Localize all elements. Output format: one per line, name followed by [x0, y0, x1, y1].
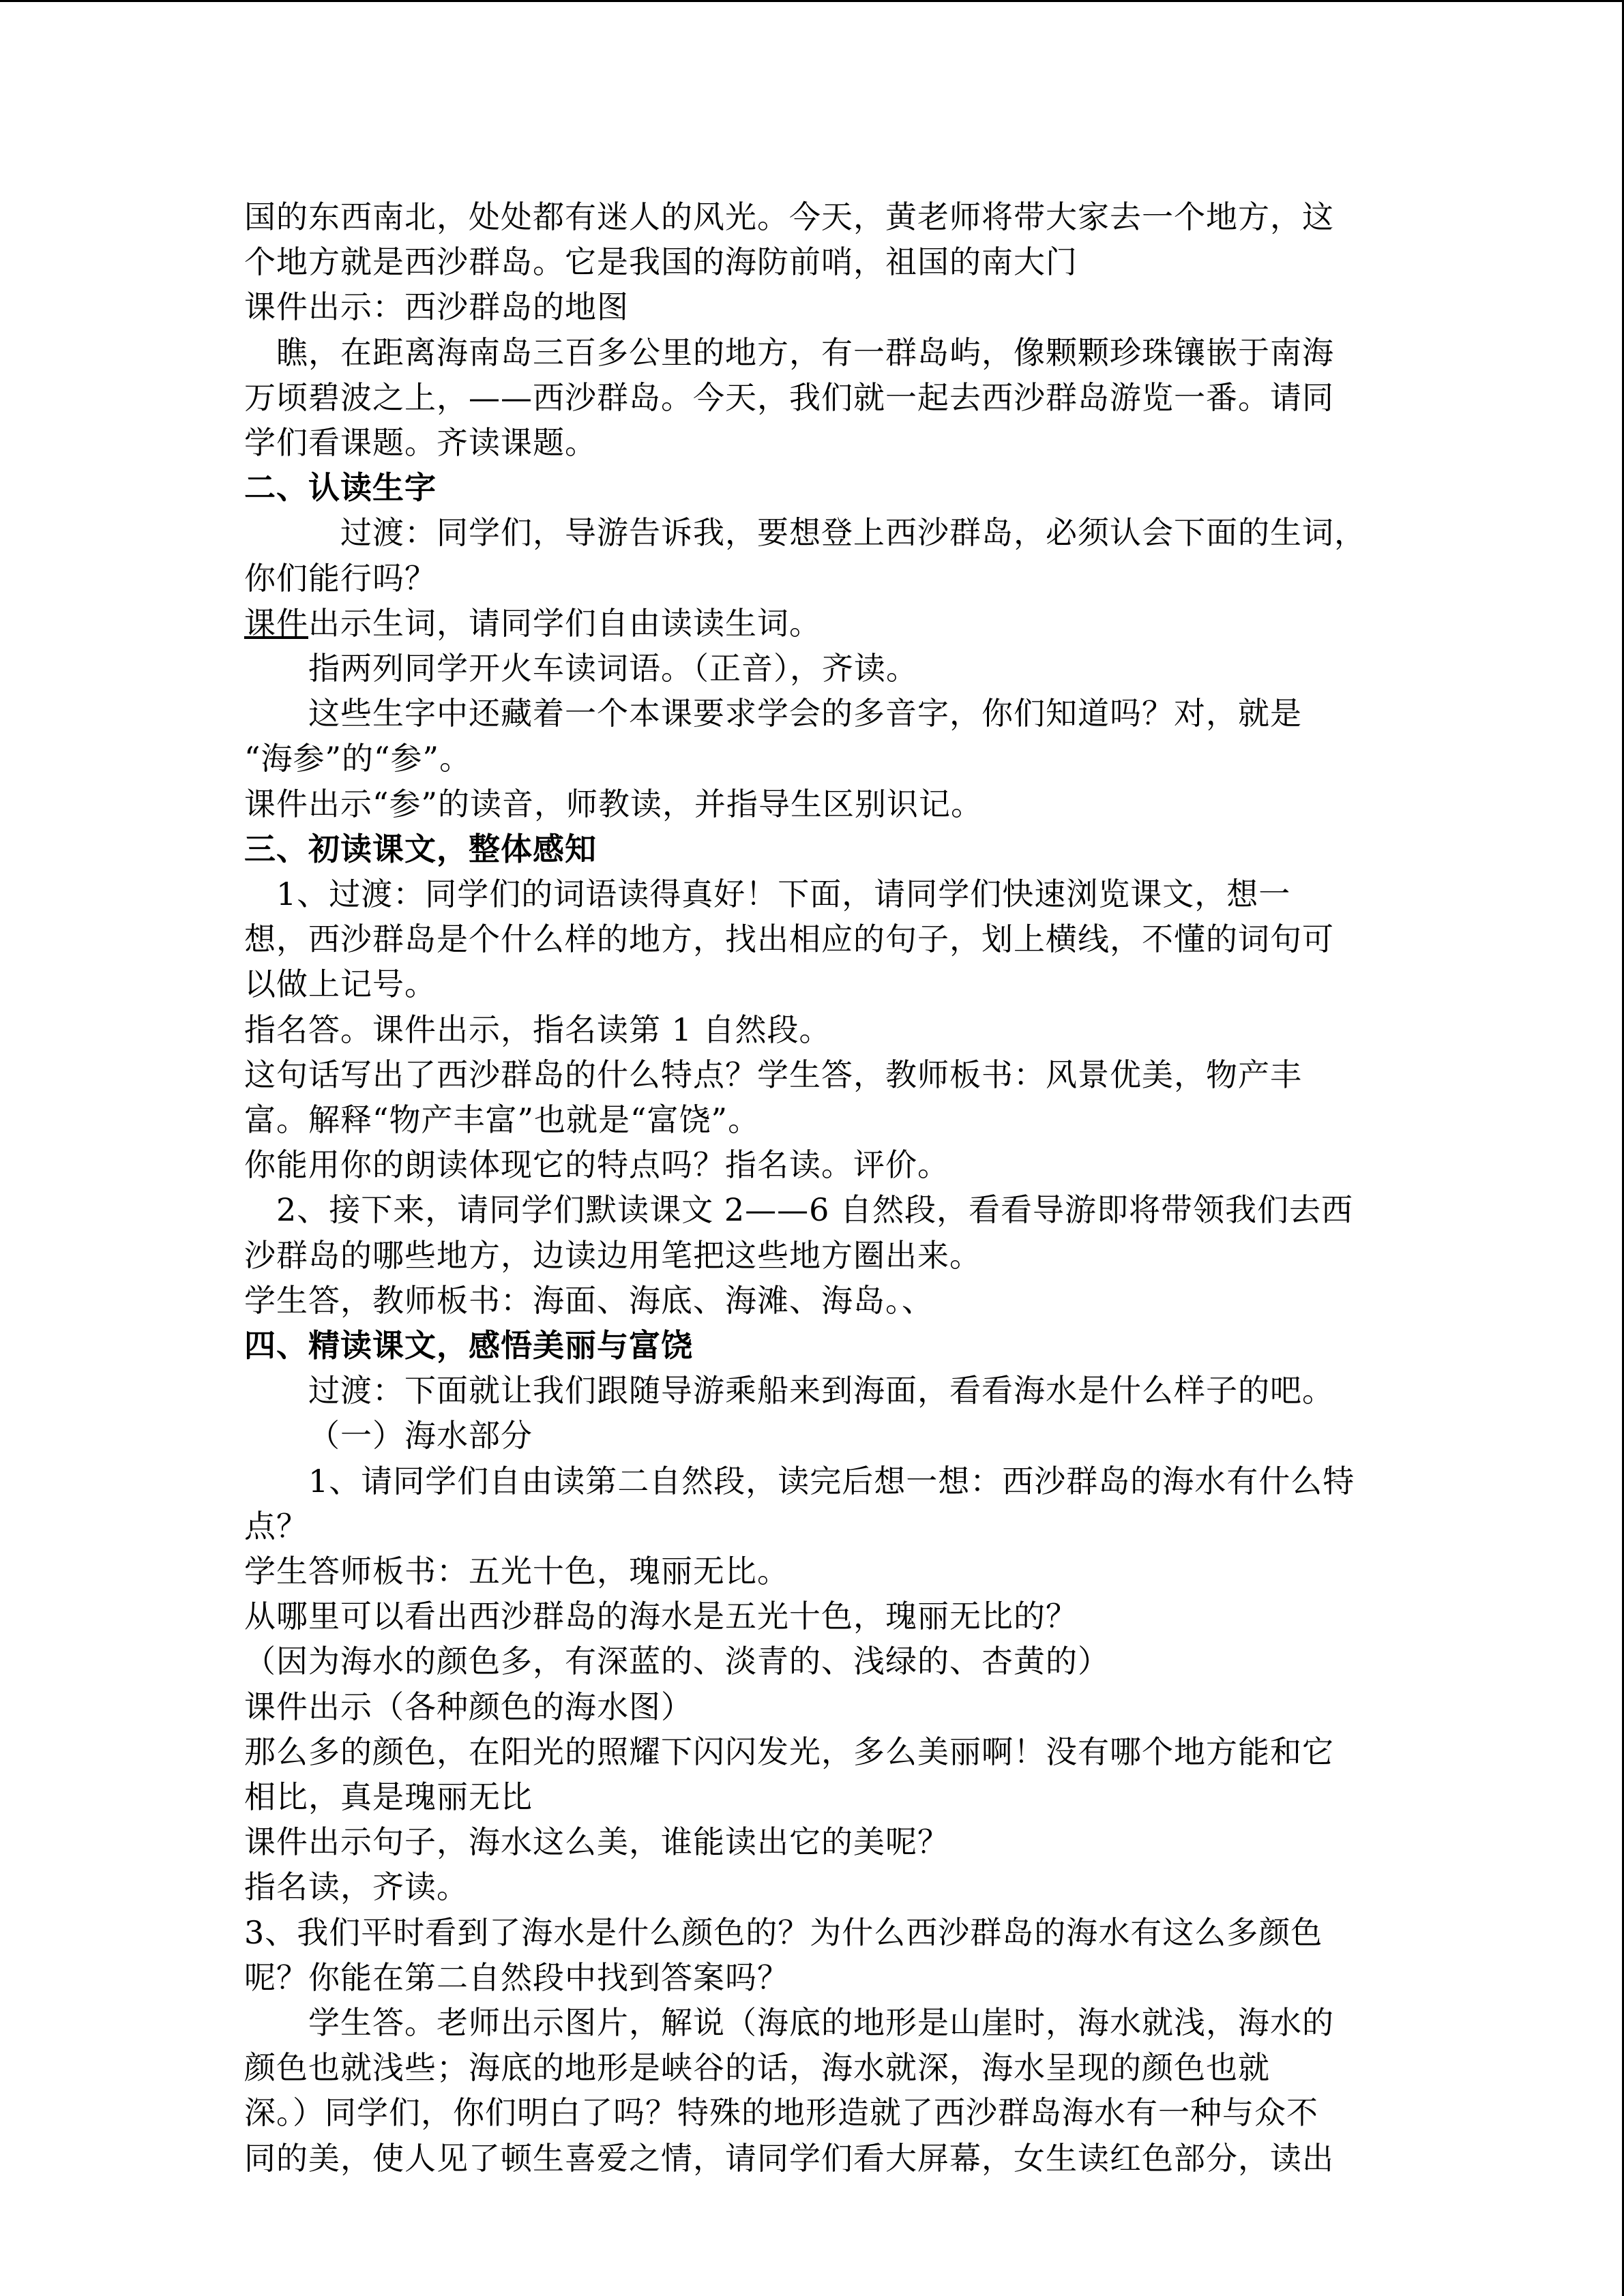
paragraph-line: 课件出示句子，海水这么美，谁能读出它的美呢？: [244, 1823, 949, 1861]
section-heading: 二、认读生字: [244, 469, 437, 507]
page-border-top: [0, 0, 1624, 2]
paragraph-line: 个地方就是西沙群岛。它是我国的海防前哨，祖国的南大门: [244, 243, 1078, 281]
paragraph-line: 想，西沙群岛是个什么样的地方，找出相应的句子，划上横线，不懂的词句可: [244, 921, 1334, 958]
paragraph-line: 国的东西南北，处处都有迷人的风光。今天，黄老师将带大家去一个地方，这: [244, 198, 1334, 235]
paragraph-line: 课件出示（各种颜色的海水图）: [244, 1688, 693, 1725]
paragraph-line: 指名答。课件出示，指名读第 1 自然段。: [244, 1011, 831, 1048]
paragraph-line: 你能用你的朗读体现它的特点吗？指名读。评价。: [244, 1146, 949, 1184]
paragraph-line: 这些生字中还藏着一个本课要求学会的多音字，你们知道吗？对，就是: [308, 695, 1302, 732]
paragraph-line: 沙群岛的哪些地方，边读边用笔把这些地方圈出来。: [244, 1236, 981, 1274]
paragraph-line: （一）海水部分: [308, 1417, 533, 1455]
line-text: 出示生词，请同学们自由读读生词。: [308, 604, 821, 642]
paragraph-line: 这句话写出了西沙群岛的什么特点？学生答，教师板书：风景优美，物产丰: [244, 1056, 1302, 1093]
paragraph-line: [244, 601, 821, 646]
paragraph-line: 指名读，齐读。: [244, 1868, 469, 1906]
paragraph-line: 2、接下来，请同学们默读课文 2——6 自然段，看看导游即将带领我们去西: [276, 1191, 1354, 1229]
paragraph-line: 学们看课题。齐读课题。: [244, 424, 597, 461]
paragraph-line: 过渡：同学们，导游告诉我，要想登上西沙群岛，必须认会下面的生词，: [340, 514, 1366, 552]
paragraph-line: 1、过渡：同学们的词语读得真好！下面，请同学们快速浏览课文，想一: [276, 876, 1291, 912]
section-heading: 四、精读课文，感悟美丽与富饶: [244, 1327, 693, 1364]
paragraph-line: 指两列同学开火车读词语。（正音），齐读。: [308, 650, 918, 687]
paragraph-line: 万顷碧波之上，——西沙群岛。今天，我们就一起去西沙群岛游览一番。请同: [244, 378, 1334, 416]
paragraph-line: 呢？你能在第二自然段中找到答案吗？: [244, 1958, 789, 1996]
paragraph-line: 3、我们平时看到了海水是什么颜色的？为什么西沙群岛的海水有这么多颜色: [244, 1913, 1323, 1951]
paragraph-line: 点？: [244, 1507, 308, 1545]
paragraph-line: 学生答。老师出示图片，解说（海底的地形是山崖时，海水就浅，海水的: [308, 2004, 1334, 2041]
paragraph-line: 颜色也就浅些；海底的地形是峡谷的话，海水就深，海水呈现的颜色也就: [244, 2049, 1270, 2087]
underlined-word: 课件: [244, 604, 308, 642]
paragraph-line: 那么多的颜色，在阳光的照耀下闪闪发光，多么美丽啊！没有哪个地方能和它: [244, 1733, 1334, 1770]
paragraph-line: 相比，真是瑰丽无比: [244, 1778, 533, 1815]
paragraph-line: 课件出示“参”的读音，师教读，并指导生区别识记。: [244, 785, 984, 822]
paragraph-line: 同的美，使人见了顿生喜爱之情，请同学们看大屏幕，女生读红色部分，读出: [244, 2139, 1334, 2177]
paragraph-line: “海参”的“参”。: [244, 740, 472, 777]
paragraph-line: 过渡：下面就让我们跟随导游乘船来到海面，看看海水是什么样子的吧。: [308, 1372, 1334, 1410]
paragraph-line: 深。）同学们，你们明白了吗？特殊的地形造就了西沙群岛海水有一种与众不: [244, 2094, 1318, 2132]
paragraph-line: 富。解释“物产丰富”也就是“富饶”。: [244, 1101, 761, 1138]
paragraph-line: 1、请同学们自由读第二自然段，读完后想一想：西沙群岛的海水有什么特: [308, 1462, 1355, 1500]
section-heading: 三、初读课文，整体感知: [244, 830, 597, 867]
paragraph-line: 以做上记号。: [244, 966, 437, 1003]
paragraph-line: 瞧，在距离海南岛三百多公里的地方，有一群岛屿，像颗颗珍珠镶嵌于南海: [276, 333, 1334, 371]
paragraph-line: 你们能行吗？: [244, 559, 437, 597]
paragraph-line: 学生答师板书：五光十色，瑰丽无比。: [244, 1553, 789, 1590]
paragraph-line: 课件出示：西沙群岛的地图: [244, 288, 629, 326]
paragraph-line: 从哪里可以看出西沙群岛的海水是五光十色，瑰丽无比的？: [244, 1598, 1078, 1635]
paragraph-line: （因为海水的颜色多，有深蓝的、淡青的、浅绿的、杏黄的）: [244, 1643, 1110, 1680]
paragraph-line: 学生答，教师板书：海面、海底、海滩、海岛。、: [244, 1281, 934, 1319]
